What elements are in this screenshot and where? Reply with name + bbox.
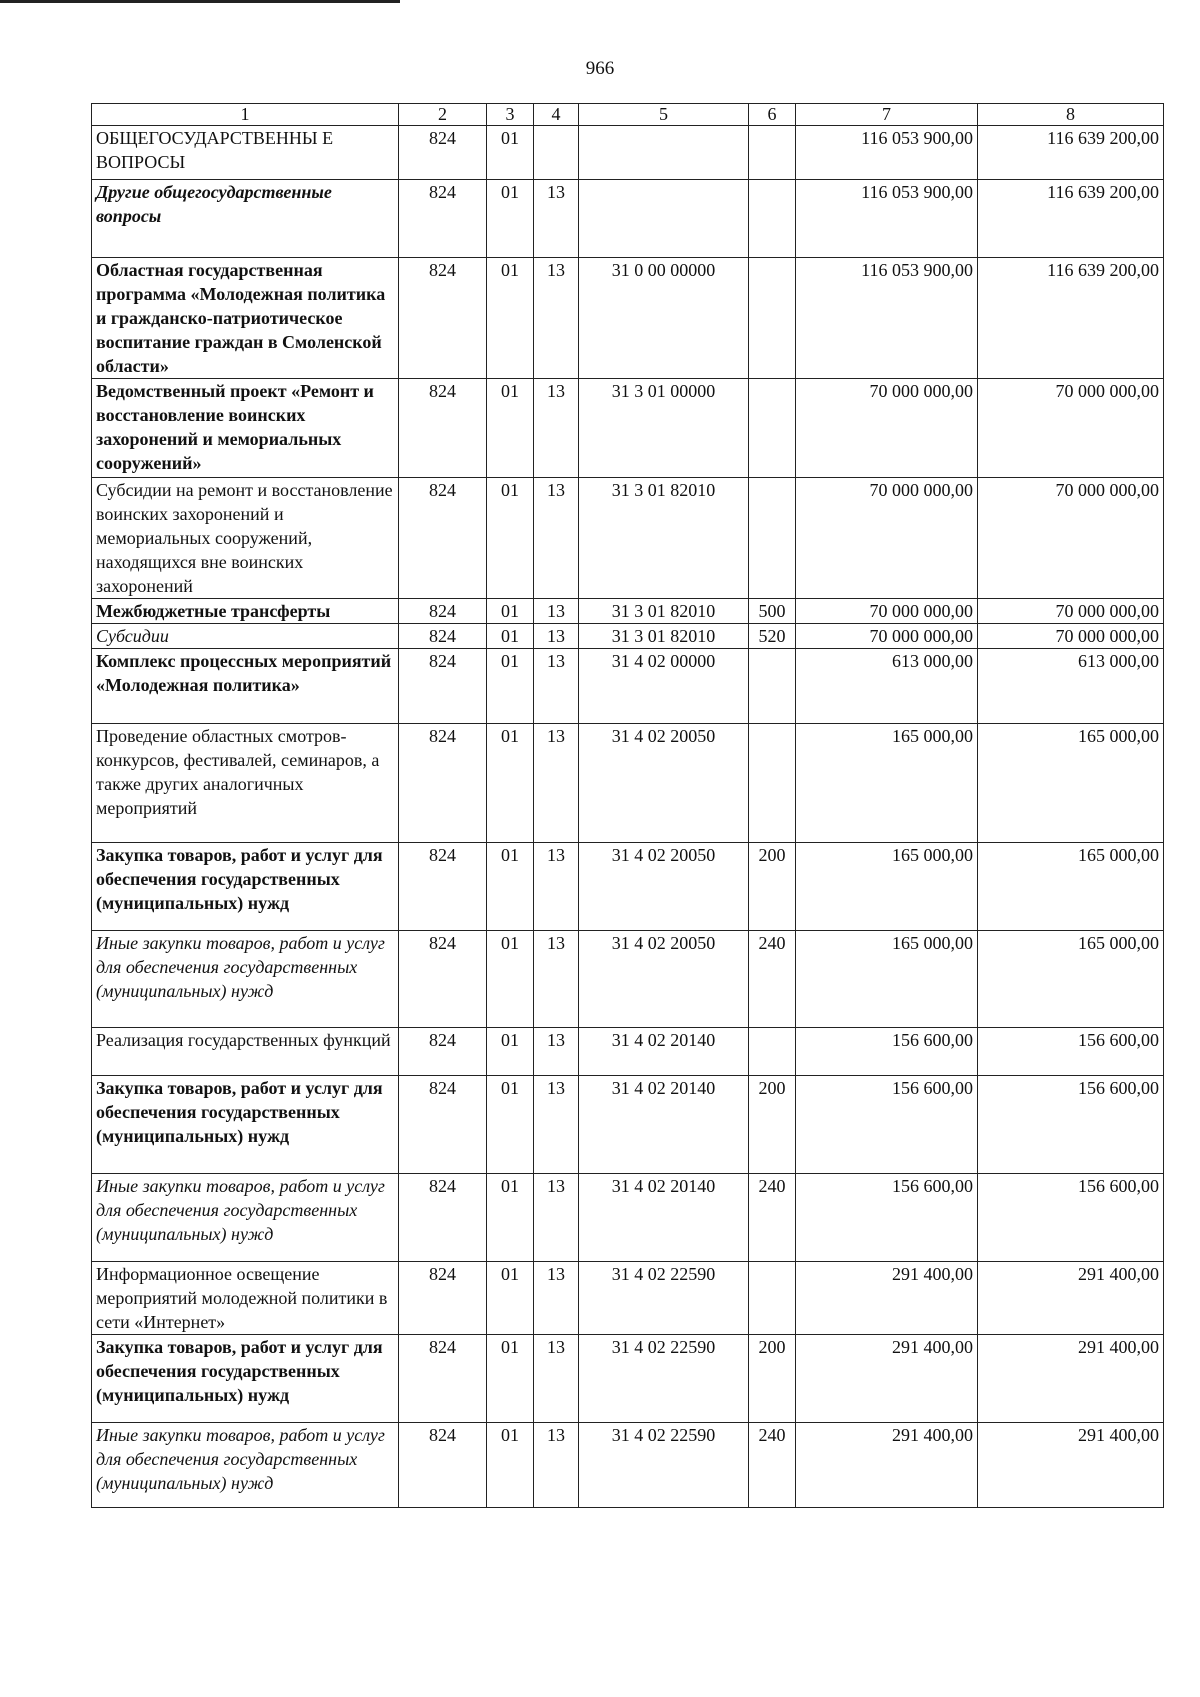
table-row [92, 843, 1164, 931]
subsection-code: 13 [534, 1335, 579, 1423]
subsection-code: 13 [534, 1028, 579, 1076]
table-row [92, 1423, 1164, 1508]
row-name: Иные закупки товаров, работ и услуг для обеспечения государственных (муниципальных) нужд [92, 931, 399, 1028]
expense-type-code [749, 180, 796, 258]
amount-year-2: 116 639 200,00 [978, 258, 1164, 379]
subsection-code: 13 [534, 931, 579, 1028]
target-article-code: 31 3 01 82010 [579, 599, 749, 624]
header-cell: 1 [92, 104, 399, 126]
amount-year-1: 156 600,00 [796, 1076, 978, 1174]
row-name: Иные закупки товаров, работ и услуг для обеспечения государственных (муниципальных) нужд [92, 1174, 399, 1262]
chapter-code: 824 [399, 1028, 487, 1076]
table-row [92, 1262, 1164, 1335]
expense-type-code [749, 126, 796, 180]
amount-year-1: 116 053 900,00 [796, 180, 978, 258]
subsection-code: 13 [534, 649, 579, 724]
amount-year-2: 165 000,00 [978, 843, 1164, 931]
section-code: 01 [487, 258, 534, 379]
header-row [92, 104, 1164, 126]
subsection-code: 13 [534, 624, 579, 649]
row-name: Информационное освещение мероприятий молодежной политики в сети «Интернет» [92, 1262, 399, 1335]
section-code: 01 [487, 599, 534, 624]
target-article-code: 31 4 02 22590 [579, 1262, 749, 1335]
subsection-code: 13 [534, 599, 579, 624]
row-name: Закупка товаров, работ и услуг для обеспечения государственных (муниципальных) нужд [92, 843, 399, 931]
section-code: 01 [487, 624, 534, 649]
amount-year-2: 156 600,00 [978, 1028, 1164, 1076]
header-cell: 5 [579, 104, 749, 126]
amount-year-2: 156 600,00 [978, 1174, 1164, 1262]
amount-year-1: 156 600,00 [796, 1028, 978, 1076]
target-article-code: 31 4 02 20140 [579, 1028, 749, 1076]
table-row [92, 126, 1164, 180]
target-article-code: 31 4 02 20050 [579, 843, 749, 931]
target-article-code: 31 3 01 82010 [579, 478, 749, 599]
section-code: 01 [487, 649, 534, 724]
subsection-code: 13 [534, 1174, 579, 1262]
amount-year-2: 291 400,00 [978, 1423, 1164, 1508]
target-article-code [579, 180, 749, 258]
target-article-code: 31 4 02 20140 [579, 1174, 749, 1262]
amount-year-1: 116 053 900,00 [796, 126, 978, 180]
table-row [92, 724, 1164, 843]
amount-year-2: 291 400,00 [978, 1335, 1164, 1423]
chapter-code: 824 [399, 624, 487, 649]
chapter-code: 824 [399, 931, 487, 1028]
section-code: 01 [487, 1262, 534, 1335]
amount-year-2: 116 639 200,00 [978, 126, 1164, 180]
amount-year-1: 70 000 000,00 [796, 379, 978, 478]
amount-year-1: 291 400,00 [796, 1423, 978, 1508]
section-code: 01 [487, 843, 534, 931]
section-code: 01 [487, 1174, 534, 1262]
budget-table [91, 103, 1164, 1508]
amount-year-1: 165 000,00 [796, 931, 978, 1028]
subsection-code: 13 [534, 724, 579, 843]
header-cell: 2 [399, 104, 487, 126]
row-name: Областная государственная программа «Молодежная политика и гражданско-патриотическое воспитание граждан в Смоленской области» [92, 258, 399, 379]
expense-type-code: 200 [749, 1335, 796, 1423]
amount-year-2: 70 000 000,00 [978, 624, 1164, 649]
row-name: Закупка товаров, работ и услуг для обеспечения государственных (муниципальных) нужд [92, 1076, 399, 1174]
amount-year-2: 70 000 000,00 [978, 599, 1164, 624]
chapter-code: 824 [399, 1076, 487, 1174]
table-row [92, 180, 1164, 258]
section-code: 01 [487, 180, 534, 258]
target-article-code [579, 126, 749, 180]
section-code: 01 [487, 724, 534, 843]
amount-year-1: 70 000 000,00 [796, 599, 978, 624]
amount-year-2: 70 000 000,00 [978, 478, 1164, 599]
expense-type-code [749, 649, 796, 724]
amount-year-2: 165 000,00 [978, 931, 1164, 1028]
table-row [92, 1076, 1164, 1174]
table-row [92, 599, 1164, 624]
subsection-code: 13 [534, 478, 579, 599]
target-article-code: 31 4 02 20050 [579, 931, 749, 1028]
expense-type-code: 240 [749, 931, 796, 1028]
expense-type-code: 520 [749, 624, 796, 649]
amount-year-1: 70 000 000,00 [796, 624, 978, 649]
chapter-code: 824 [399, 379, 487, 478]
target-article-code: 31 4 02 20050 [579, 724, 749, 843]
target-article-code: 31 4 02 22590 [579, 1423, 749, 1508]
amount-year-1: 613 000,00 [796, 649, 978, 724]
header-cell: 4 [534, 104, 579, 126]
amount-year-1: 156 600,00 [796, 1174, 978, 1262]
expense-type-code: 240 [749, 1423, 796, 1508]
expense-type-code [749, 258, 796, 379]
expense-type-code: 200 [749, 843, 796, 931]
subsection-code: 13 [534, 180, 579, 258]
amount-year-1: 165 000,00 [796, 724, 978, 843]
expense-type-code [749, 724, 796, 843]
expense-type-code: 500 [749, 599, 796, 624]
chapter-code: 824 [399, 599, 487, 624]
row-name: Другие общегосударственные вопросы [92, 180, 399, 258]
row-name: ОБЩЕГОСУДАРСТВЕННЫ Е ВОПРОСЫ [92, 126, 399, 180]
amount-year-2: 116 639 200,00 [978, 180, 1164, 258]
amount-year-1: 291 400,00 [796, 1262, 978, 1335]
table-row [92, 478, 1164, 599]
subsection-code: 13 [534, 258, 579, 379]
subsection-code: 13 [534, 1076, 579, 1174]
table-row [92, 1174, 1164, 1262]
target-article-code: 31 0 00 00000 [579, 258, 749, 379]
chapter-code: 824 [399, 843, 487, 931]
section-code: 01 [487, 126, 534, 180]
top-border-line [0, 0, 400, 3]
section-code: 01 [487, 931, 534, 1028]
target-article-code: 31 4 02 22590 [579, 1335, 749, 1423]
expense-type-code [749, 1028, 796, 1076]
row-name: Реализация государственных функций [92, 1028, 399, 1076]
chapter-code: 824 [399, 1174, 487, 1262]
row-name: Закупка товаров, работ и услуг для обеспечения государственных (муниципальных) нужд [92, 1335, 399, 1423]
chapter-code: 824 [399, 1335, 487, 1423]
table-row [92, 258, 1164, 379]
target-article-code: 31 4 02 20140 [579, 1076, 749, 1174]
table-row [92, 649, 1164, 724]
amount-year-1: 116 053 900,00 [796, 258, 978, 379]
chapter-code: 824 [399, 1423, 487, 1508]
amount-year-2: 291 400,00 [978, 1262, 1164, 1335]
row-name: Проведение областных смотров-конкурсов, фестивалей, семинаров, а также других аналогичных мероприятий [92, 724, 399, 843]
section-code: 01 [487, 478, 534, 599]
target-article-code: 31 4 02 00000 [579, 649, 749, 724]
row-name: Ведомственный проект «Ремонт и восстановление воинских захоронений и мемориальных сооружений» [92, 379, 399, 478]
table-row [92, 1028, 1164, 1076]
expense-type-code [749, 379, 796, 478]
subsection-code: 13 [534, 1423, 579, 1508]
chapter-code: 824 [399, 180, 487, 258]
chapter-code: 824 [399, 126, 487, 180]
subsection-code: 13 [534, 1262, 579, 1335]
amount-year-1: 165 000,00 [796, 843, 978, 931]
section-code: 01 [487, 379, 534, 478]
page-number: 966 [585, 58, 615, 79]
table-row [92, 379, 1164, 478]
expense-type-code: 240 [749, 1174, 796, 1262]
header-cell: 8 [978, 104, 1164, 126]
subsection-code: 13 [534, 379, 579, 478]
section-code: 01 [487, 1076, 534, 1174]
row-name: Комплекс процессных мероприятий «Молодежная политика» [92, 649, 399, 724]
expense-type-code [749, 478, 796, 599]
section-code: 01 [487, 1335, 534, 1423]
table-row [92, 624, 1164, 649]
section-code: 01 [487, 1423, 534, 1508]
row-name: Иные закупки товаров, работ и услуг для обеспечения государственных (муниципальных) нужд [92, 1423, 399, 1508]
expense-type-code: 200 [749, 1076, 796, 1174]
chapter-code: 824 [399, 1262, 487, 1335]
table-row [92, 931, 1164, 1028]
chapter-code: 824 [399, 258, 487, 379]
amount-year-2: 165 000,00 [978, 724, 1164, 843]
amount-year-2: 70 000 000,00 [978, 379, 1164, 478]
table-row [92, 1335, 1164, 1423]
amount-year-1: 291 400,00 [796, 1335, 978, 1423]
subsection-code [534, 126, 579, 180]
amount-year-2: 156 600,00 [978, 1076, 1164, 1174]
row-name: Субсидии на ремонт и восстановление воинских захоронений и мемориальных сооружений, находящихся вне воинских захоронений [92, 478, 399, 599]
target-article-code: 31 3 01 82010 [579, 624, 749, 649]
target-article-code: 31 3 01 00000 [579, 379, 749, 478]
chapter-code: 824 [399, 724, 487, 843]
amount-year-2: 613 000,00 [978, 649, 1164, 724]
header-cell: 6 [749, 104, 796, 126]
chapter-code: 824 [399, 649, 487, 724]
subsection-code: 13 [534, 843, 579, 931]
header-cell: 7 [796, 104, 978, 126]
section-code: 01 [487, 1028, 534, 1076]
row-name: Межбюджетные трансферты [92, 599, 399, 624]
header-cell: 3 [487, 104, 534, 126]
expense-type-code [749, 1262, 796, 1335]
row-name: Субсидии [92, 624, 399, 649]
amount-year-1: 70 000 000,00 [796, 478, 978, 599]
chapter-code: 824 [399, 478, 487, 599]
